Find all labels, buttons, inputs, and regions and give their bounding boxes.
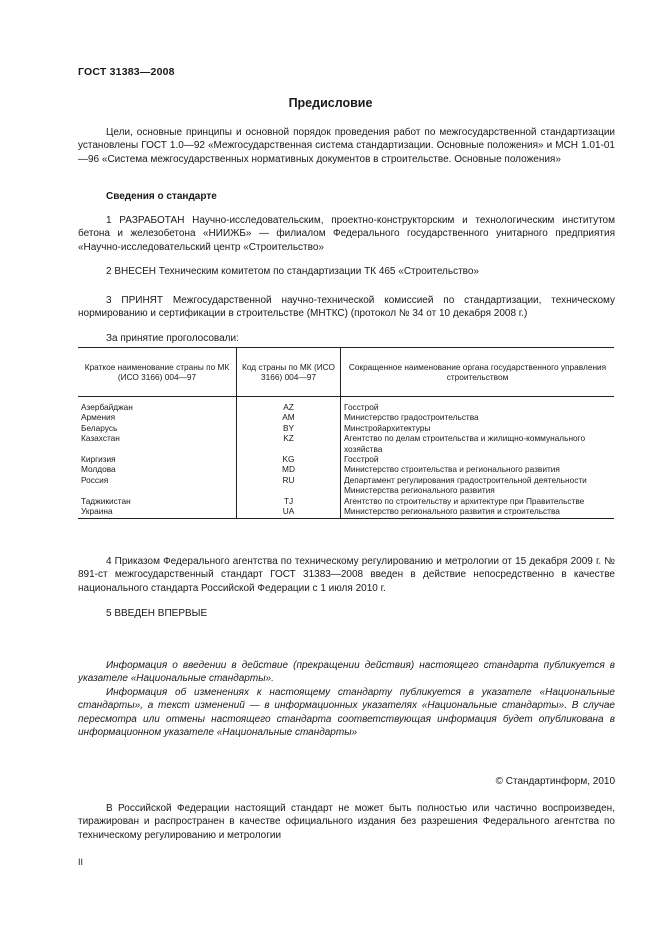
item-1-text: 1 РАЗРАБОТАН Научно-исследовательским, проектно-конструкторским и технологическим институтом бетона и железобетона «НИИЖБ» — филиалом Федерального государственного унитарного предприятия «Научно-исследовательский центр «Строительство»: [78, 215, 615, 253]
intro-text: Цели, основные принципы и основной порядок проведения работ по межгосударственной стандартизации установлены ГОСТ 1.0—92 «Межгосударственная система стандартизации. Основные положения» и МСН 1.01-01—96 «Система межгосударственных нормативных документов в строительстве. Основные положения»: [78, 127, 615, 165]
country-cell: Россия: [81, 474, 109, 485]
notice-2-text: Информация об изменениях к настоящему стандарту публикуется в указателе «Национальные стандарты», а текст изменений — в информационных указателях «Национальные стандарты». В случае пересмотра или отмены настоящего стандарта соответствующая информация будет опубликована в информационном указателе «Национальные стандарты»: [78, 686, 615, 739]
column-header-code: Код страны по МК (ИСО 3166) 004—97: [237, 348, 341, 397]
code-cell: TJ: [237, 496, 341, 506]
item-3-text: 3 ПРИНЯТ Межгосударственной научно-технической комиссией по стандартизации, техническому нормированию и сертификации в строительстве (МНТКС) (протокол № 34 от 10 декабря 2008 г.): [78, 295, 615, 320]
item-3-paragraph: [78, 294, 615, 321]
country-cell: Беларусь: [81, 422, 118, 433]
table-row: [78, 464, 614, 474]
legal-text: В Российской Федерации настоящий стандарт не может быть полностью или частично воспроизведен, тиражирован и распространен в качестве официального издания без разрешения Федерального агентства по техническому регулированию и метрологии: [78, 803, 615, 841]
table-header-row: [78, 348, 614, 397]
item-2-text: 2 ВНЕСЕН Техническим комитетом по стандартизации ТК 465 «Строительство»: [106, 266, 479, 277]
code-cell: KG: [237, 454, 341, 464]
country-cell: Казахстан: [81, 433, 120, 444]
table-row: [78, 454, 614, 464]
page-title: Предисловие: [288, 96, 373, 110]
notice-block: [78, 659, 615, 739]
country-cell: Киргизия: [81, 454, 116, 465]
agency-cell: Госстрой: [341, 454, 615, 464]
info-heading: Сведения о стандарте: [106, 191, 217, 202]
code-cell: MD: [237, 464, 341, 474]
country-cell: Таджикистан: [81, 495, 131, 506]
agency-cell: Министерство регионального развития и строительства: [341, 506, 615, 519]
table-row: [78, 496, 614, 506]
copyright-notice: © Стандартинформ, 2010: [495, 776, 615, 787]
intro-paragraph: [78, 126, 615, 166]
code-cell: KZ: [237, 433, 341, 454]
table-row: [78, 412, 614, 422]
table-row: [78, 506, 614, 519]
column-header-country: Краткое наименование страны по МК (ИСО 3166) 004—97: [78, 348, 237, 397]
column-header-agency: Сокращенное наименование органа государственного управления строительством: [341, 348, 615, 397]
standard-id-header: ГОСТ 31383—2008: [78, 66, 175, 78]
code-cell: UA: [237, 506, 341, 519]
page-number: II: [78, 857, 84, 867]
item-4-paragraph: [78, 555, 615, 595]
code-cell: AZ: [237, 397, 341, 413]
agency-cell: Департамент регулирования градостроительной деятельности Министерства регионального развития: [341, 475, 615, 496]
item-1-paragraph: [78, 214, 615, 254]
agency-cell: Госстрой: [341, 397, 615, 413]
notice-1-text: Информация о введении в действие (прекращении действия) настоящего стандарта публикуется в указателе «Национальные стандарты».: [78, 660, 615, 685]
agency-cell: Министерство строительства и регионального развития: [341, 464, 615, 474]
item-5-text: 5 ВВЕДЕН ВПЕРВЫЕ: [106, 608, 208, 619]
table-row: [78, 397, 614, 413]
agency-cell: Агентство по строительству и архитектуре при Правительстве: [341, 496, 615, 506]
agency-cell: Минстройархитектуры: [341, 423, 615, 433]
table-row: [78, 423, 614, 433]
table-row: [78, 433, 614, 454]
code-cell: RU: [237, 475, 341, 496]
country-cell: Азербайджан: [81, 402, 133, 412]
code-cell: AM: [237, 412, 341, 422]
legal-paragraph: [78, 802, 615, 842]
voted-label: За принятие проголосовали:: [106, 333, 239, 344]
agency-cell: Министерство градостроительства: [341, 412, 615, 422]
table-row: [78, 475, 614, 496]
country-cell: Украина: [78, 506, 237, 519]
country-cell: Армения: [81, 412, 116, 423]
country-cell: Молдова: [81, 464, 116, 475]
member-states-table: [78, 347, 614, 519]
code-cell: BY: [237, 423, 341, 433]
item-4-text: 4 Приказом Федерального агентства по техническому регулированию и метрологии от 15 декабря 2009 г. № 891-ст межгосударственный стандарт ГОСТ 31383—2008 введен в действие непосредственно в качестве национального стандарта Российской Федерации с 1 июля 2010 г.: [78, 556, 615, 594]
agency-cell: Агентство по делам строительства и жилищно-коммунального хозяйства: [341, 433, 615, 454]
